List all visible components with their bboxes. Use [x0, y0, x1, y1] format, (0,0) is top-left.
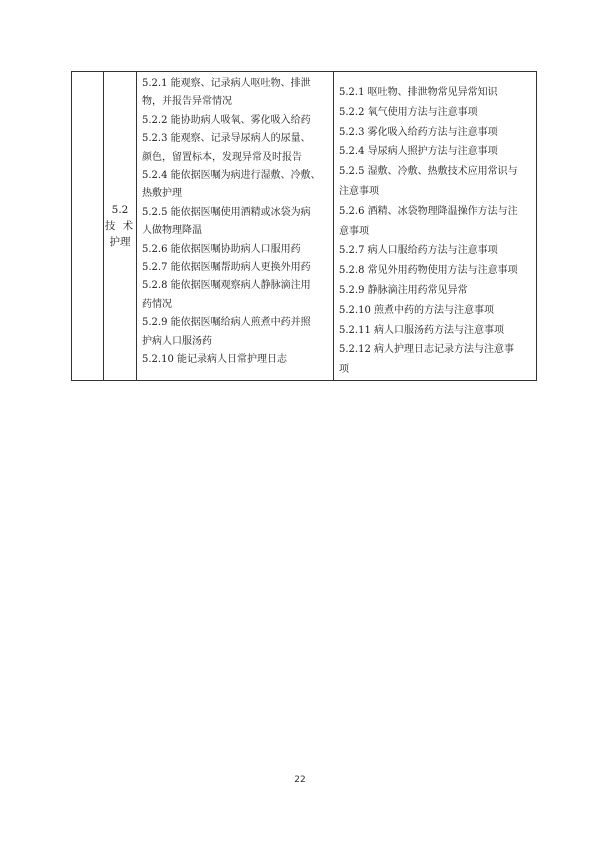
skill-line: 热敷护理	[142, 188, 182, 200]
knowledge-line: 注意事项	[339, 185, 379, 197]
knowledge-line: 意事项	[339, 225, 369, 237]
knowledge-line: 5.2.4 导尿病人照护方法与注意事项	[339, 146, 498, 158]
knowledge-line: 5.2.5 湿敷、冷敷、热敷技术应用常识与	[339, 166, 518, 178]
skill-line: 5.2.7 能依据医嘱帮助病人更换外用药	[142, 262, 311, 274]
related-knowledge-cell	[334, 72, 537, 381]
skill-line: 5.2.9 能依据医嘱给病人煎煮中药并照	[142, 317, 311, 329]
work-item-number: 5.2	[111, 203, 129, 216]
work-item-name-line2: 护理	[109, 235, 131, 248]
skill-line: 5.2.5 能依据医嘱使用酒精或冰袋为病	[142, 206, 311, 218]
page-number: 22	[294, 775, 306, 785]
blank-level-cell	[72, 72, 104, 381]
knowledge-line: 5.2.1 呕吐物、排泄物常见异常知识	[339, 87, 498, 98]
skill-line: 颜色，留置标本，发现异常及时报告	[142, 151, 302, 163]
knowledge-line: 5.2.6 酒精、冰袋物理降温操作方法与注	[339, 205, 518, 217]
skill-line: 5.2.1 能观察、记录病人呕吐物、排泄	[142, 78, 311, 89]
knowledge-line: 项	[339, 364, 349, 376]
table-row	[72, 72, 537, 381]
skill-line: 人做物理降温	[142, 225, 202, 237]
skill-line: 5.2.4 能依据医嘱为病进行湿敷、冷敷、	[142, 170, 321, 182]
work-item-cell	[104, 72, 137, 381]
knowledge-line: 5.2.11 病人口服汤药方法与注意事项	[339, 324, 504, 336]
knowledge-line: 5.2.12 病人护理日志记录方法与注意事	[339, 344, 514, 356]
skill-line: 5.2.2 能协助病人吸氧、雾化吸入给药	[142, 114, 311, 126]
knowledge-line: 5.2.7 病人口服给药方法与注意事项	[339, 245, 498, 257]
work-item-name-line1: 技 术	[104, 219, 136, 232]
skill-line: 药情况	[142, 298, 172, 310]
skill-line: 5.2.8 能依据医嘱观察病人静脉滴注用	[142, 280, 311, 292]
skill-line: 5.2.6 能依据医嘱协助病人口服用药	[142, 243, 301, 255]
knowledge-line: 5.2.8 常见外用药物使用方法与注意事项	[339, 265, 518, 277]
skill-requirements-cell	[137, 72, 334, 381]
knowledge-line: 5.2.2 氧气使用方法与注意事项	[339, 106, 478, 118]
skill-line: 护病人口服汤药	[142, 335, 212, 347]
skill-line: 物，并报告异常情况	[142, 96, 232, 108]
knowledge-line: 5.2.10 煎煮中药的方法与注意事项	[339, 304, 494, 316]
skill-line: 5.2.10 能记录病人日常护理日志	[142, 354, 287, 366]
related-knowledge-list	[334, 72, 536, 380]
knowledge-line: 5.2.9 静脉滴注用药常见异常	[339, 284, 468, 296]
skill-requirements-table	[71, 71, 537, 381]
skill-line: 5.2.3 能观察、记录导尿病人的尿量、	[142, 133, 311, 145]
skill-requirements-list	[137, 72, 333, 370]
knowledge-line: 5.2.3 雾化吸入给药方法与注意事项	[339, 126, 498, 138]
